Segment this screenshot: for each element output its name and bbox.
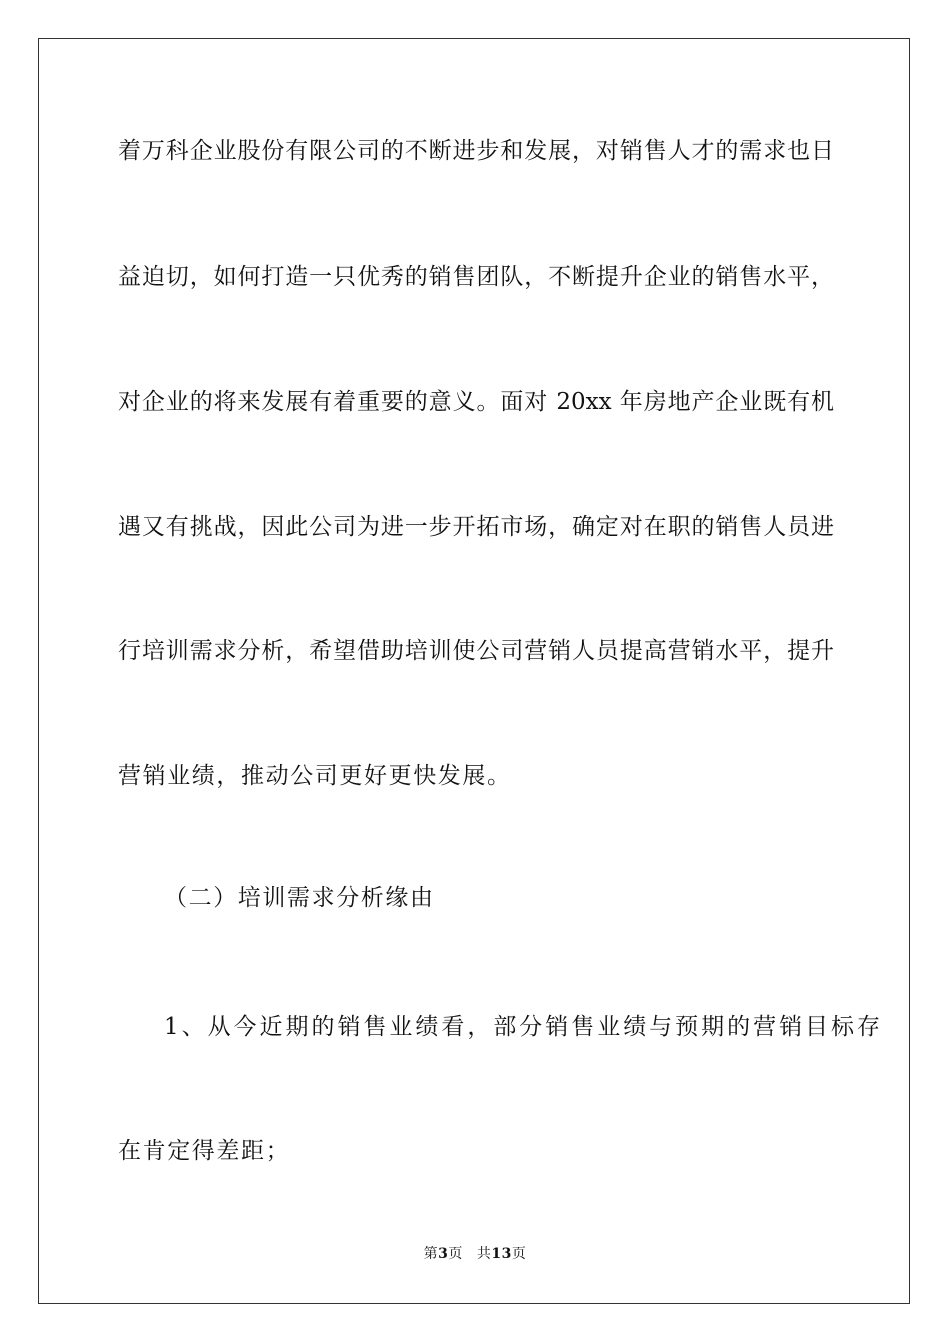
- body-line-4: 遇又有挑战，因此公司为进一步开拓市场，确定对在职的销售人员进: [118, 514, 834, 540]
- page-border: [38, 38, 910, 1304]
- footer-total-prefix: 共: [476, 1246, 492, 1262]
- footer-total-pages: 13: [491, 1246, 512, 1262]
- body-line-6: 营销业绩，推动公司更好更快发展。: [118, 763, 512, 789]
- body-line-3: 对企业的将来发展有着重要的意义。面对 20xx 年房地产企业既有机: [118, 389, 834, 415]
- footer-prefix: 第: [423, 1246, 439, 1262]
- list-item-1-line-2: 在肯定得差距；: [118, 1138, 291, 1164]
- list-item-1-line-1: 1、从今近期的销售业绩看，部分销售业绩与预期的营销目标存: [164, 1014, 880, 1040]
- page-footer: [0, 1245, 950, 1263]
- body-line-5: 行培训需求分析，希望借助培训使公司营销人员提高营销水平，提升: [118, 638, 834, 664]
- section-heading: （二）培训需求分析缘由: [164, 885, 435, 911]
- footer-total-suffix: 页: [511, 1246, 527, 1262]
- footer-page-number: 3: [438, 1246, 449, 1262]
- body-line-1: 着万科企业股份有限公司的不断进步和发展，对销售人才的需求也日: [118, 138, 834, 164]
- footer-page-suffix: 页: [448, 1246, 463, 1262]
- body-line-2: 益迫切，如何打造一只优秀的销售团队，不断提升企业的销售水平，: [118, 264, 834, 290]
